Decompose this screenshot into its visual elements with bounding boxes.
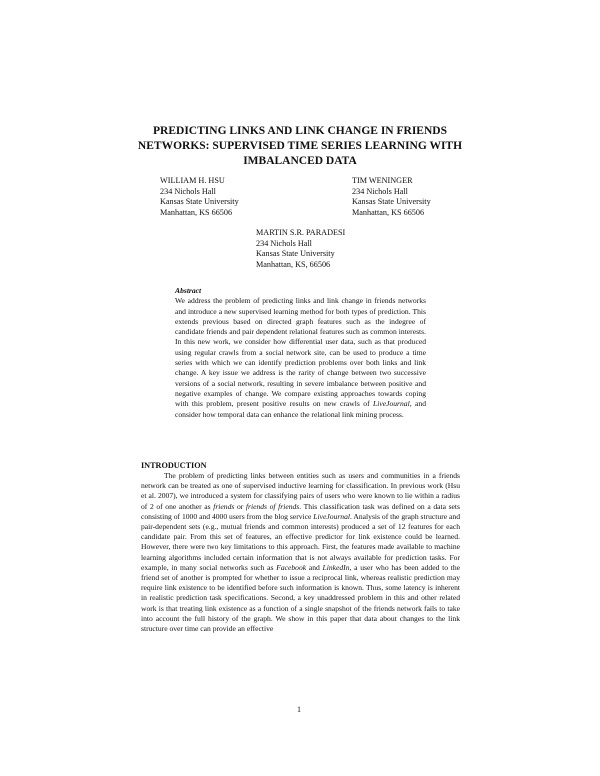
- author-address: 234 Nichols Hall: [256, 238, 312, 248]
- introduction-heading: INTRODUCTION: [141, 461, 207, 470]
- author-institution: Kansas State University: [352, 197, 431, 207]
- paper-title: PREDICTING LINKS AND LINK CHANGE IN FRIENDS NETWORKS: SUPERVISED TIME SERIES LEARNING WITH IMBALANCED DATA: [137, 125, 463, 167]
- introduction-paragraph: The problem of predicting links between entities such as users and communities in a friends network can be treated as one of supervised inductive learning for classification. In previous work (Hsu et al. 2007), we introduced a system for classifying pairs of users who were known to lie within a radius of 2 of one another as friends or friends of friends. This classification task was defined on a data sets consisting of 1000 and 4000 users from the blog service LiveJournal. Analysis of the graph structure and pair-dependent sets (e.g., mutual friends and common interests) produced a set of 12 features for each candidate pair. From this set of features, an effective predictor for link existence could be learned. However, there were two key limitations to this approach. First, the features made available to machine learning algorithms included certain information that is not always available for prediction tasks. For example, in many social networks such as Facebook and LinkedIn, a user who has been added to the friend set of another is prompted for whether to issue a reciprocal link, whereas realistic prediction may require link existence to be identified before such information is known. Thus, some latency is inherent in realistic prediction task specifications. Second, a key unaddressed problem in this and other related work is that treating link existence as a function of a single snapshot of the friends network fails to take into account the full history of the graph. We show in this paper that data about changes to the link structure over time can provide an effective: [141, 471, 460, 634]
- author-city: Manhattan, KS, 66506: [256, 259, 331, 269]
- author-address: 234 Nichols Hall: [352, 186, 408, 196]
- page-number: 1: [297, 705, 301, 714]
- author-block-2: [352, 176, 431, 218]
- author-block-1: [160, 176, 239, 218]
- author-name: WILLIAM H. HSU: [160, 176, 225, 185]
- author-institution: Kansas State University: [160, 197, 239, 207]
- author-block-3: [256, 228, 345, 270]
- abstract: [175, 286, 426, 420]
- author-address: 234 Nichols Hall: [160, 186, 216, 196]
- abstract-heading: Abstract: [175, 286, 202, 295]
- author-name: MARTIN S.R. PARADESI: [256, 228, 346, 237]
- abstract-text: We address the problem of predicting links and link change in friends networks and introduce a new supervised learning method for both types of prediction. This extends previous based on directed graph features such as the indegree of candidate friends and pair dependent relational features such as common interests. In this new work, we consider how differential user data, such as that produced using regular crawls from a social network site, can be used to produce a time series with which we can identify prediction problems over both links and link change. A key issue we address is the rarity of change between two successive versions of a social network, resulting in severe imbalance between positive and negative examples of change. We compare existing approaches towards coping with this problem, present positive results on new crawls of LiveJournal, and consider how temporal data can enhance the relational link mining process.: [175, 296, 426, 419]
- author-city: Manhattan, KS 66506: [352, 207, 425, 217]
- author-institution: Kansas State University: [256, 249, 335, 259]
- author-city: Manhattan, KS 66506: [160, 207, 233, 217]
- author-name: TIM WENINGER: [352, 176, 413, 185]
